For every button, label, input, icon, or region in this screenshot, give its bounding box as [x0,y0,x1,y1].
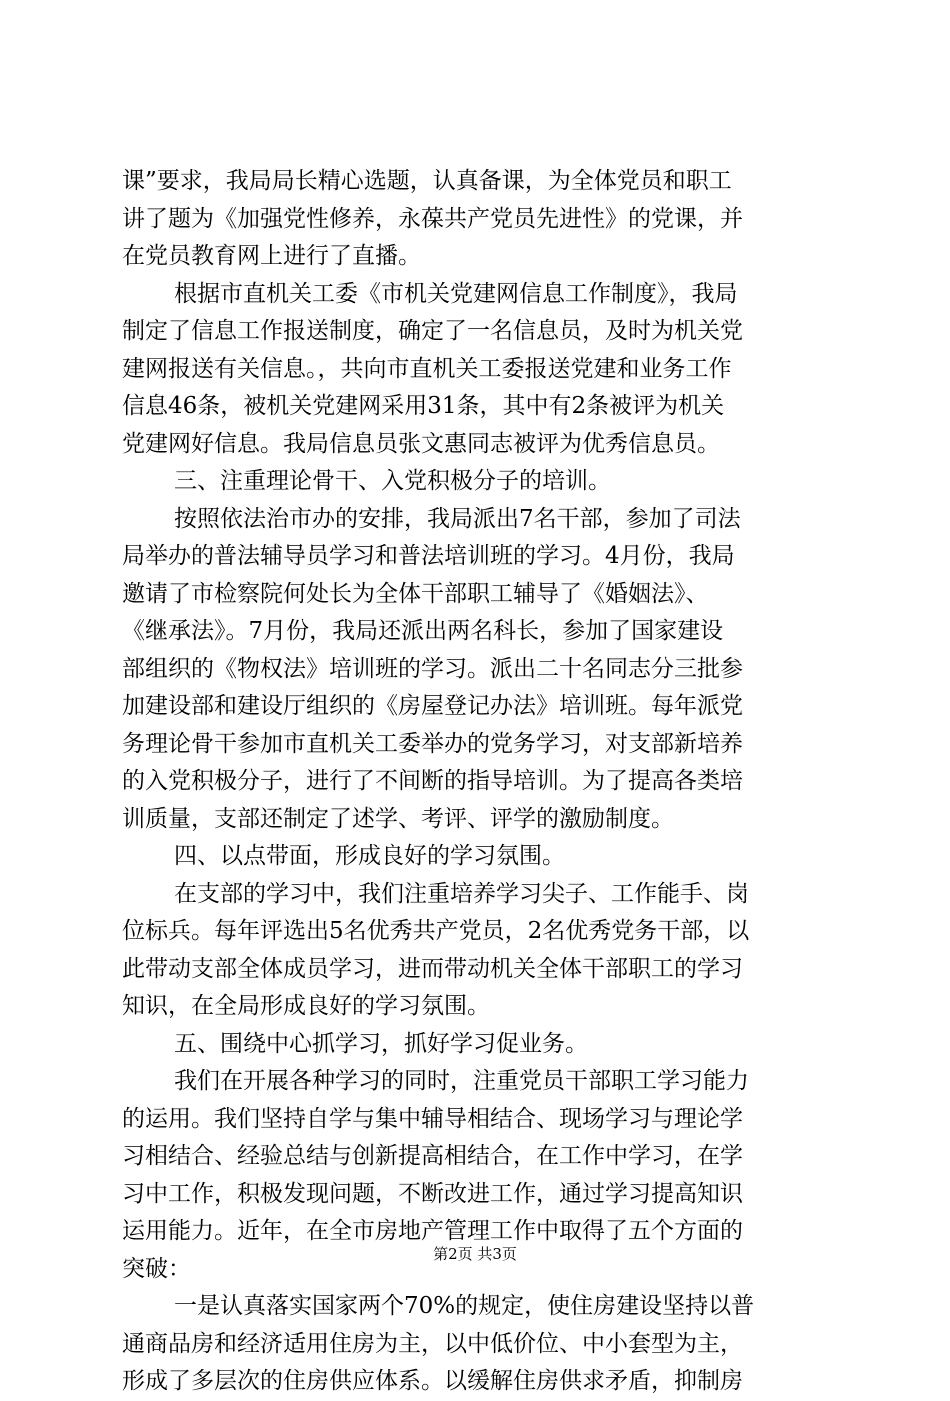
text-line: 邀请了市检察院何处长为全体干部职工辅导了《婚姻法》、 [122,580,709,607]
text-line: 课”要求，我局局长精心选题，认真备课，为全体党员和职工 [122,168,732,194]
text-line: 建网报送有关信息。，共向市直机关工委报送党建和业务工作 [122,355,732,382]
text-line: 局举办的普法辅导员学习和普法培训班的学习。4月份，我局 [122,543,735,569]
text-line: 按照依法治市办的安排，我局派出7名干部，参加了司法 [174,505,741,532]
page-number-footer: 第2页 共3页 [433,1245,517,1263]
text-line: 讲了题为《加强党性修养，永葆共产党员先进性》的党课，并 [122,205,743,232]
text-line: 一是认真落实国家两个70%的规定，使住房建设坚持以普 [174,1293,755,1319]
text-line: 在支部的学习中，我们注重培养学习尖子、工作能手、岗 [174,880,749,907]
body-text [122,163,834,1401]
text-line: 我们在开展各种学习的同时，注重党员干部职工学习能力 [174,1068,749,1094]
text-line: 位标兵。每年评选出5名优秀共产党员，2名优秀党务干部，以 [122,918,750,944]
text-line: 制定了信息工作报送制度，确定了一名信息员，及时为机关党 [122,318,743,344]
text-line: 形成了多层次的住房供应体系。以缓解住房供求矛盾，抑制房 [122,1368,743,1394]
text-line: 训质量，支部还制定了述学、考评、评学的激励制度。 [122,805,674,832]
text-line: 四、以点带面，形成良好的学习氛围。 [174,843,565,869]
text-line: 三、注重理论骨干、入党积极分子的培训。 [174,468,611,494]
text-line: 通商品房和经济适用住房为主，以中低价位、中小套型为主， [122,1330,743,1357]
text-line: 务理论骨干参加市直机关工委举办的党务学习，对支部新培养 [122,730,743,757]
text-line: 加建设部和建设厅组织的《房屋登记办法》培训班。每年派党 [122,693,743,719]
text-line: 习相结合、经验总结与创新提高相结合，在工作中学习，在学 [122,1143,743,1169]
text-line: 突破： [122,1255,191,1282]
text-line: 部组织的《物权法》培训班的学习。派出二十名同志分三批参 [122,655,743,682]
text-line: 在党员教育网上进行了直播。 [122,243,421,269]
text-line: 五、围绕中心抓学习，抓好学习促业务。 [174,1030,588,1057]
text-line: 此带动支部全体成员学习，进而带动机关全体干部职工的学习 [122,955,743,982]
text-line: 根据市直机关工委《市机关党建网信息工作制度》，我局 [174,280,738,307]
text-line: 党建网好信息。我局信息员张文惠同志被评为优秀信息员。 [122,430,720,457]
text-line: 的运用。我们坚持自学与集中辅导相结合、现场学习与理论学 [122,1105,743,1132]
text-line: 的入党积极分子，进行了不间断的指导培训。为了提高各类培 [122,768,743,794]
text-line: 《继承法》。7月份，我局还派出两名科长，参加了国家建设 [122,618,724,644]
text-line: 知识，在全局形成良好的学习氛围。 [122,993,490,1019]
text-line: 习中工作，积极发现问题，不断改进工作，通过学习提高知识 [122,1180,743,1207]
text-line: 信息46条，被机关党建网采用31条，其中有2条被评为机关 [122,393,725,419]
text-line: 运用能力。近年，在全市房地产管理工作中取得了五个方面的 [122,1218,743,1244]
